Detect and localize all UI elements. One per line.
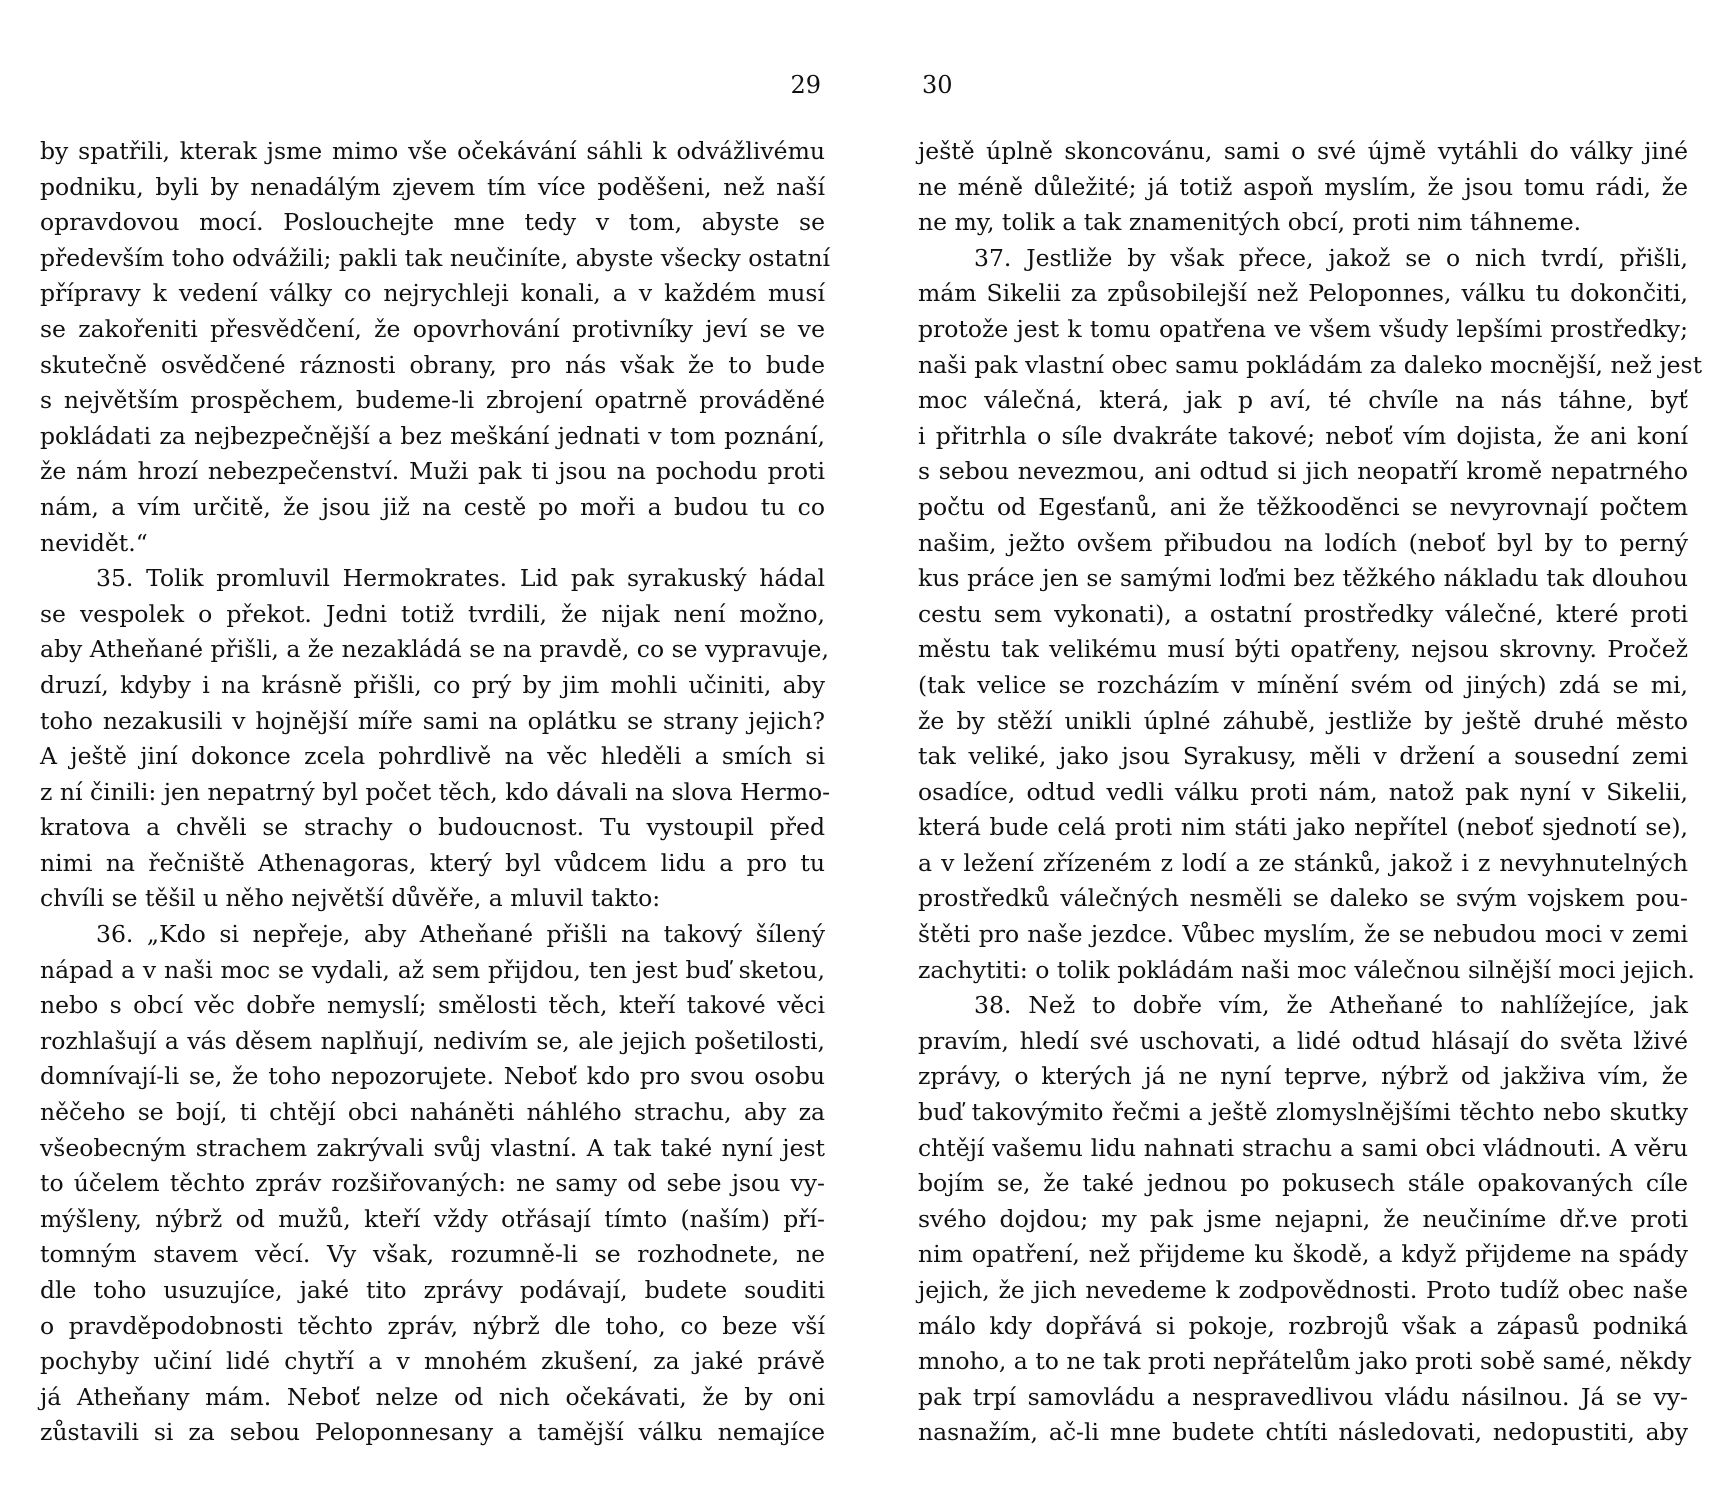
- text-line: chvíli se těšil u něho největší důvěře, a mluvil takto:: [40, 884, 661, 913]
- text-line: já Atheňany mám. Neboť nelze od nich očekávati, že by oni: [40, 1382, 825, 1411]
- text-line: kratova a chvěli se strachy o budoucnost. Tu vystoupil před: [40, 813, 825, 842]
- text-line: s sebou nevezmou, ani odtud si jich neopatří kromě nepatrného: [918, 457, 1688, 486]
- text-line: dle toho usuzujíce, jaké tito zprávy podávají, budete souditi: [40, 1276, 825, 1304]
- text-line: A ještě jiní dokonce zcela pohrdlivě na věc hleděli a smích si: [40, 742, 825, 771]
- text-line: mýšleny, nýbrž od mužů, kteří vždy otřásají tímto (naším) pří-: [40, 1204, 825, 1233]
- text-line: která bude celá proti nim státi jako nepřítel (neboť sjednotí se),: [918, 813, 1688, 842]
- text-line: chtějí vašemu lidu nahnati strachu a sami obci vládnouti. A věru: [918, 1133, 1688, 1162]
- text-line: zprávy, o kterých já ne nyní teprve, nýbrž od jakživa vím, že: [918, 1062, 1688, 1091]
- text-line: domnívají-li se, že toho nepozorujete. Neboť kdo pro svou osobu: [40, 1062, 825, 1091]
- text-line: mám Sikelii za způsobilejší než Peloponnes, válku tu dokončiti,: [918, 279, 1688, 308]
- text-line: zůstavili si za sebou Peloponnesany a tamější válku nemajíce: [40, 1418, 825, 1447]
- text-line: nám, a vím určitě, že jsou již na cestě po moři a budou tu co: [40, 492, 825, 521]
- text-line: mnoho, a to ne tak proti nepřátelům jako proti sobě samé, někdy: [918, 1347, 1692, 1376]
- text-line: ještě úplně skoncovánu, sami o své újmě vytáhli do války jiné: [918, 137, 1688, 165]
- text-line: městu tak velikému musí býti opatřeny, nejsou skrovny. Pročež: [918, 635, 1688, 664]
- text-line: z ní činili: jen nepatrný byl počet těch, kdo dávali na slova Hermo-: [40, 777, 831, 806]
- text-line: počtu od Egesťanů, ani že těžkoodĕnci se nevyrovnají počtem: [918, 492, 1688, 521]
- text-line: nim opatření, než přijdeme ku škodě, a když přijdeme na spády: [918, 1240, 1688, 1269]
- text-line: se zakořeniti přesvědčení, že opovrhování protivníky jeví se ve: [40, 314, 825, 343]
- text-line: podniku, byli by nenadálým zjevem tím více poděšeni, než naší: [40, 172, 825, 201]
- text-line: cestu sem vykonati), a ostatní prostředky válečné, které proti: [918, 599, 1688, 628]
- text-line: i přitrhla o síle dvakráte takové; neboť vím dojista, že ani koní: [918, 421, 1688, 450]
- text-line: pokládati za nejbezpečnější a bez meškání jednati v tom poznání,: [40, 421, 825, 450]
- text-line: nápad a v naši moc se vydali, až sem přijdou, ten jest buď sketou,: [40, 955, 825, 984]
- left-page-number: 29: [790, 71, 821, 99]
- text-line: 37. Jestliže by však přece, jakož se o nich tvrdí, přišli,: [974, 243, 1688, 272]
- text-line: zachytiti: o tolik pokládám naši moc válečnou silnější moci jejich.: [918, 955, 1695, 984]
- text-line: 35. Tolik promluvil Hermokrates. Lid pak syrakuský hádal: [96, 564, 825, 593]
- right-page-number: 30: [922, 71, 953, 99]
- text-line: protože jest k tomu opatřena ve všem všudy lepšími prostředky;: [918, 314, 1688, 343]
- text-line: ne my, tolik a tak znamenitých obcí, proti nim táhneme.: [918, 208, 1582, 237]
- text-line: moc válečná, která, jak p aví, té chvíle na nás táhne, byť: [918, 386, 1688, 415]
- text-line: prostředků válečných nesměli se daleko se svým vojskem pou-: [918, 884, 1688, 913]
- text-line: skutečně osvědčené ráznosti obrany, pro nás však že to bude: [40, 350, 825, 379]
- text-line: jejich, že jich nevedeme k zodpovědnosti. Proto tudíž obec naše: [918, 1276, 1688, 1304]
- text-line: o pravděpodobnosti těchto zpráv, nýbrž dle toho, co beze vší: [40, 1311, 825, 1340]
- text-line: všeobecným strachem zakrývali svůj vlastní. A tak také nyní jest: [40, 1133, 825, 1162]
- text-line: 36. „Kdo si nepřeje, aby Atheňané přišli na takový šílený: [96, 920, 825, 949]
- text-line: že nám hrozí nebezpečenství. Muži pak ti jsou na pochodu proti: [40, 457, 825, 486]
- text-line: především toho odvážili; pakli tak neučiníte, abyste všecky ostatní: [40, 243, 830, 272]
- text-line: svého dojdou; my pak jsme nejapni, že neučiníme dř.ve proti: [918, 1204, 1688, 1233]
- text-line: pak trpí samovládu a nespravedlivou vládu násilnou. Já se vy-: [918, 1382, 1688, 1411]
- text-line: bojím se, že také jednou po pokusech stále opakovaných cíle: [918, 1169, 1688, 1198]
- text-line: kus práce jen se samými loďmi bez těžkého nákladu tak dlouhou: [918, 564, 1688, 593]
- text-line: přípravy k vedení války co nejrychleji konali, a v každém musí: [40, 279, 825, 308]
- text-line: by spatřili, kterak jsme mimo vše očekávání sáhli k odvážlivému: [40, 137, 825, 165]
- text-line: pravím, hledí své uschovati, a lidé odtud hlásají do světa lživé: [918, 1026, 1688, 1055]
- text-line: málo kdy dopřává si pokoje, rozbrojů však a zápasů podniká: [918, 1311, 1688, 1340]
- text-line: štěti pro naše jezdce. Vůbec myslím, že se nebudou moci v zemi: [918, 920, 1688, 949]
- text-line: 38. Než to dobře vím, že Atheňané to nahlížejíce, jak: [974, 991, 1688, 1020]
- text-line: (tak velice se rozcházím v mínění svém od jiných) zdá se mi,: [918, 670, 1688, 699]
- text-line: nimi na řečniště Athenagoras, který byl vůdcem lidu a pro tu: [40, 848, 825, 877]
- text-line: že by stěží unikli úplné záhubě, jestliže by ještě druhé město: [918, 706, 1688, 735]
- text-line: nasnažím, ač-li mne budete chtíti následovati, nedopustiti, aby: [918, 1418, 1688, 1447]
- text-line: to účelem těchto zpráv rozšiřovaných: ne samy od sebe jsou vy-: [40, 1169, 825, 1198]
- text-line: ne méně důležité; já totiž aspoň myslím, že jsou tomu rádi, že: [918, 172, 1688, 201]
- text-line: nebo s obcí věc dobře nemyslí; smělosti těch, kteří takové věci: [40, 991, 825, 1020]
- right-page-text: [918, 134, 1703, 1451]
- text-line: tomným stavem věcí. Vy však, rozumně-li se rozhodnete, ne: [40, 1240, 825, 1269]
- right-page: [918, 0, 1703, 1500]
- text-line: a v ležení zřízeném z lodí a ze stánků, jakož i z nevyhnutelných: [918, 848, 1688, 877]
- text-line: buď takovýmito řečmi a ještě zlomyslnějšími těchto nebo skutky: [918, 1098, 1688, 1127]
- text-line: aby Atheňané přišli, a že nezakládá se na pravdě, co se vypravuje,: [40, 635, 829, 664]
- text-line: pochyby učiní lidé chytří a v mnohém zkušení, za jaké právě: [40, 1347, 825, 1376]
- text-line: rozhlašují a vás děsem naplňují, nedivím se, ale jejich pošetilosti,: [40, 1026, 825, 1055]
- text-line: druzí, kdyby i na krásně přišli, co prý by jim mohli učiniti, aby: [40, 670, 825, 699]
- text-line: opravdovou mocí. Poslouchejte mne tedy v tom, abyste se: [40, 208, 825, 237]
- text-line: něčeho se bojí, ti chtějí obci naháněti náhlého strachu, aby za: [40, 1098, 825, 1127]
- text-line: s největším prospěchem, budeme-li zbrojení opatrně prováděné: [40, 386, 825, 415]
- text-line: tak veliké, jako jsou Syrakusy, měli v držení a sousední zemi: [918, 742, 1688, 771]
- left-page-text: [40, 134, 831, 1451]
- text-line: se vespolek o překot. Jedni totiž tvrdili, že nijak není možno,: [40, 599, 825, 628]
- text-line: toho nezakusili v hojnější míře sami na oplátku se strany jejich?: [40, 706, 825, 735]
- text-line: naši pak vlastní obec samu pokládám za daleko mocnější, než jest: [918, 350, 1703, 379]
- text-line: našim, ježto ovšem přibudou na lodích (neboť byl by to perný: [918, 528, 1688, 557]
- text-line: nevidět.“: [40, 528, 148, 557]
- left-page: [40, 0, 831, 1500]
- text-line: osadíce, odtud vedli válku proti nám, natož pak nyní v Sikelii,: [918, 777, 1688, 806]
